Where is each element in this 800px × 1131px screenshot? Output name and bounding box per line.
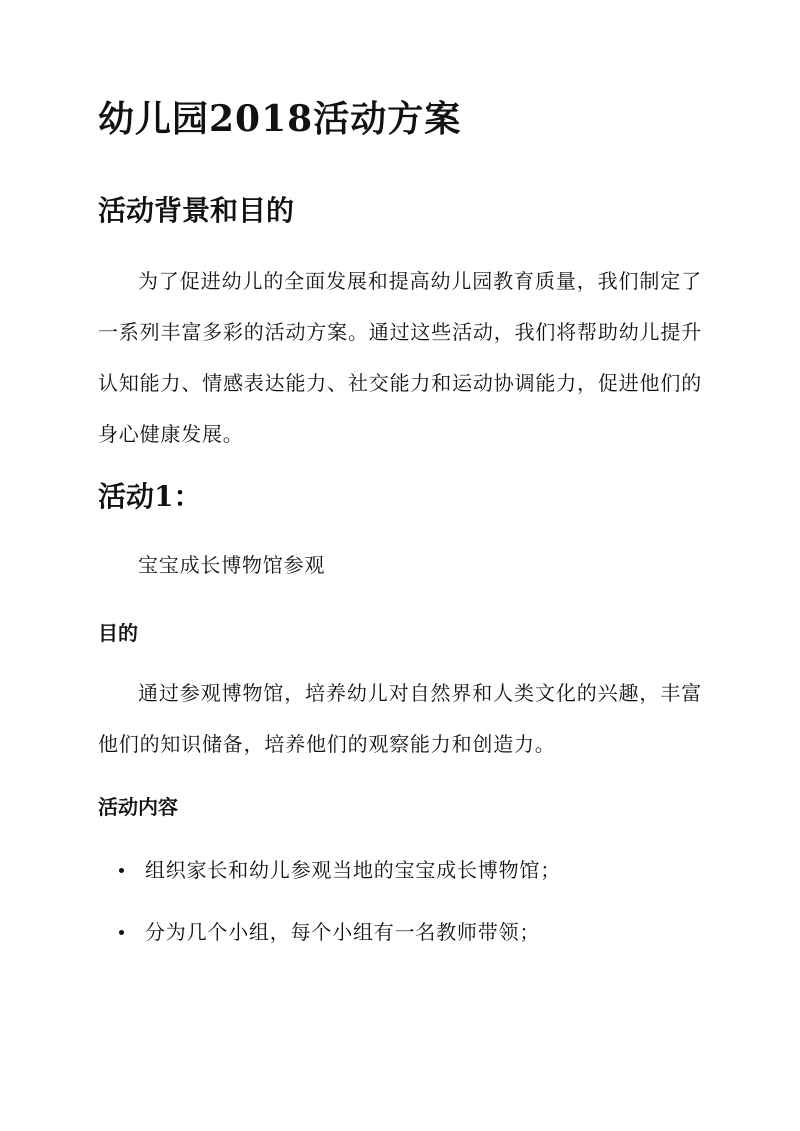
activity1-purpose-heading: 目的 <box>98 621 138 645</box>
background-paragraph: 为了促进幼儿的全面发展和提高幼儿园教育质量，我们制定了一系列丰富多彩的活动方案。通过这些活动，我们将帮助幼儿提升认知能力、情感表达能力、社交能力和运动协调能力，促进他们的身心健康发展。 <box>98 269 702 446</box>
list-item-text: 分为几个小组，每个小组有一名教师带领； <box>145 920 541 944</box>
section-heading-background: 活动背景和目的 <box>98 194 295 227</box>
bullet-icon <box>119 868 124 873</box>
activity1-content-heading: 活动内容 <box>98 795 178 819</box>
activity1-purpose-text: 通过参观博物馆，培养幼儿对自然界和人类文化的兴趣，丰富他们的知识储备，培养他们的观察能力和创造力。 <box>98 681 702 756</box>
document-title: 幼儿园2018活动方案 <box>98 98 462 140</box>
list-item-text: 组织家长和幼儿参观当地的宝宝成长博物馆； <box>145 858 561 882</box>
activity1-heading: 活动1： <box>98 480 202 513</box>
activity1-name: 宝宝成长博物馆参观 <box>138 553 326 577</box>
bullet-icon <box>119 930 124 935</box>
